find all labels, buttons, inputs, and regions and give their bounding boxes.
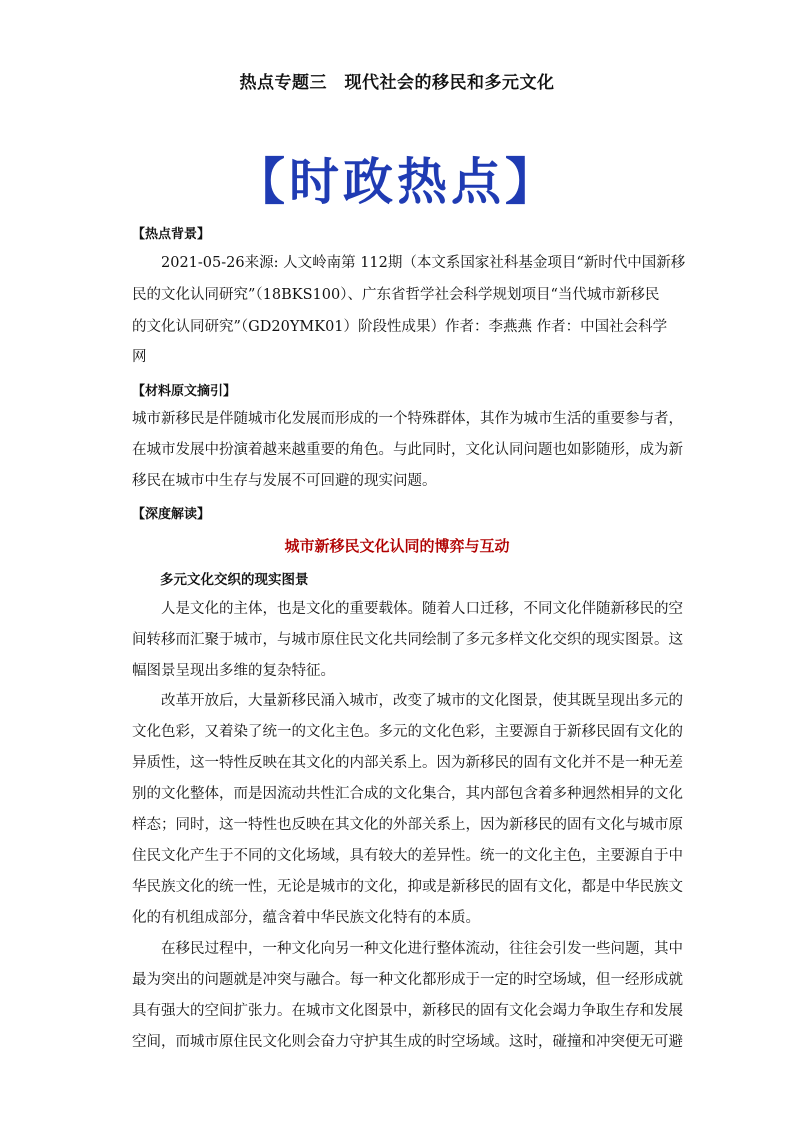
background-line: 的文化认同研究”（GD20YMK01）阶段性成果）作者：李燕燕 作者：中国社会科学 <box>132 319 668 335</box>
excerpt-label: 【材料原文摘引】 <box>132 384 237 399</box>
paragraph-line: 幅图景呈现出多维的复杂特征。 <box>132 663 335 679</box>
analysis-subtitle: 多元文化交织的现实图景 <box>160 572 309 588</box>
paragraph-line: 别的文化整体，而是因流动共性汇合成的文化集合，其内部包含着多种迥然相异的文化 <box>132 786 683 802</box>
paragraph-line: 异质性，这一特性反映在其文化的内部关系上。因为新移民的固有文化并不是一种无差 <box>132 755 683 771</box>
excerpt-line: 移民在城市中生存与发展不可回避的现实问题。 <box>132 473 437 489</box>
paragraph-line: 文化色彩，又着染了统一的文化主色。多元的文化色彩，主要源自于新移民固有文化的 <box>132 724 683 740</box>
paragraph-line: 样态；同时，这一特性也反映在其文化的外部关系上，因为新移民的固有文化与城市原 <box>132 817 683 833</box>
paragraph-line: 改革开放后，大量新移民涌入城市，改变了城市的文化图景，使其既呈现出多元的 <box>132 693 683 709</box>
paragraph-line: 在移民过程中，一种文化向另一种文化进行整体流动，往往会引发一些问题，其中 <box>132 941 683 957</box>
section-banner: 【时政热点】 <box>235 153 559 211</box>
document-title: 热点专题三 现代社会的移民和多元文化 <box>239 73 555 93</box>
paragraph-line: 人是文化的主体，也是文化的重要载体。随着人口迁移，不同文化伴随新移民的空 <box>132 601 683 617</box>
paragraph-line: 华民族文化的统一性，无论是城市的文化，抑或是新移民的固有文化，都是中华民族文 <box>132 879 683 895</box>
paragraph-line: 具有强大的空间扩张力。在城市文化图景中，新移民的固有文化会竭力争取生存和发展 <box>132 1003 683 1019</box>
paragraph-line: 化的有机组成部分，蕴含着中华民族文化特有的本质。 <box>132 910 480 926</box>
paragraph-line: 间转移而汇聚于城市，与城市原住民文化共同绘制了多元多样文化交织的现实图景。这 <box>132 632 683 648</box>
background-label: 【热点背景】 <box>132 227 211 242</box>
excerpt-line: 城市新移民是伴随城市化发展而形成的一个特殊群体，其作为城市生活的重要参与者， <box>132 411 683 427</box>
paragraph-line: 空间，而城市原住民文化则会奋力守护其生成的时空场域。这时，碰撞和冲突便无可避 <box>132 1034 683 1050</box>
background-line: 网 <box>132 349 147 365</box>
background-line: 2021-05-26来源: 人文岭南第 112期（本文系国家社科基金项目“新时代中国新移 <box>132 255 686 271</box>
paragraph-line: 最为突出的问题就是冲突与融合。每一种文化都形成于一定的时空场域，但一经形成就 <box>132 972 683 988</box>
analysis-label: 【深度解读】 <box>132 507 211 522</box>
excerpt-line: 在城市发展中扮演着越来越重要的角色。与此同时，文化认同问题也如影随形，成为新 <box>132 442 683 458</box>
analysis-title: 城市新移民文化认同的博弈与互动 <box>284 537 510 555</box>
background-line: 民的文化认同研究”（18BKS100）、广东省哲学社会科学规划项目“当代城市新移民 <box>132 287 660 303</box>
paragraph-line: 住民文化产生于不同的文化场域，具有较大的差异性。统一的文化主色，主要源自于中 <box>132 848 683 864</box>
